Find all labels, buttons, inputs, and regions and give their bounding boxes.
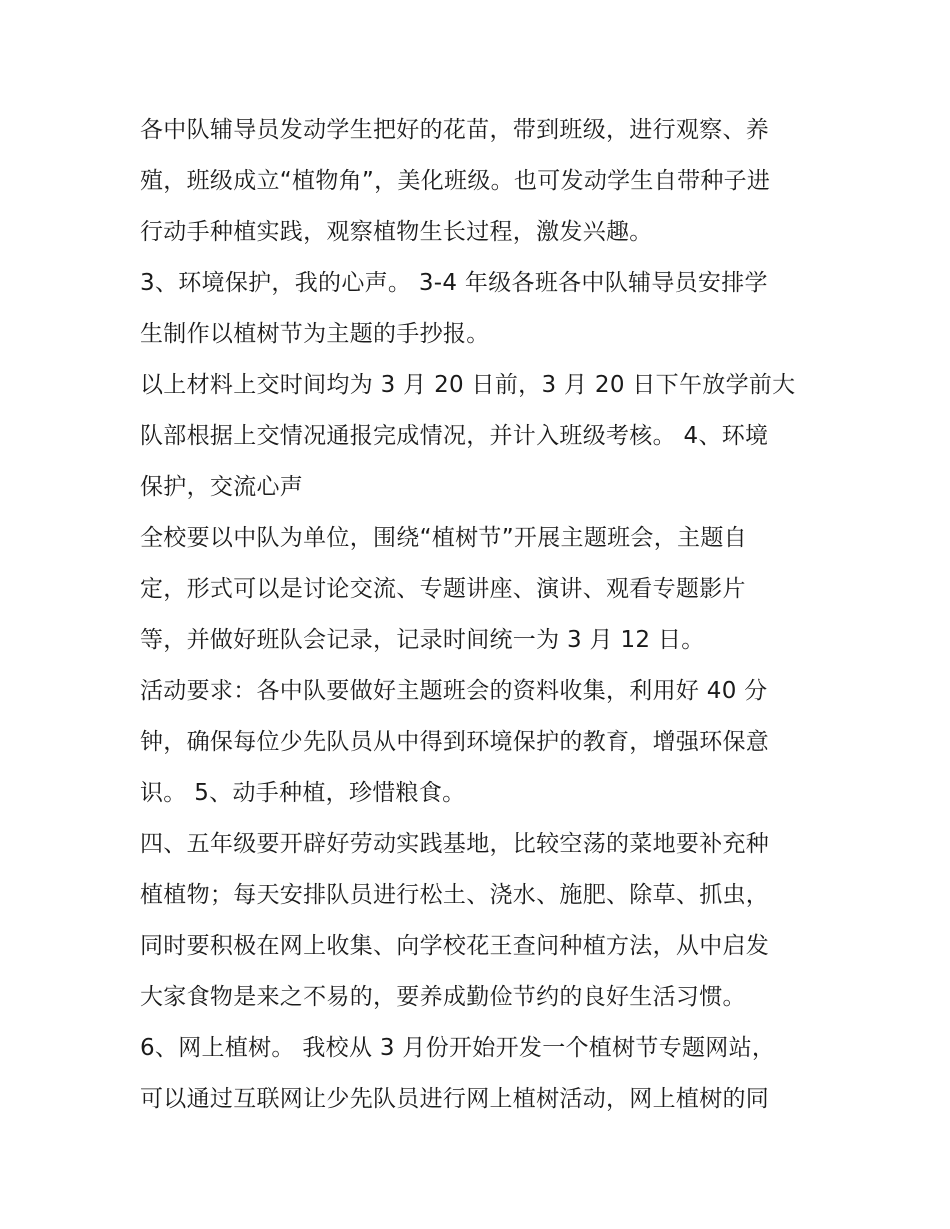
text-line: 同时要积极在网上收集、向学校花王查问种植方法，从中启发 xyxy=(140,933,770,959)
text-line: 活动要求：各中队要做好主题班会的资料收集，利用好 40 分 xyxy=(140,678,768,704)
text-line: 生制作以植树节为主题的手抄报。 xyxy=(140,321,490,347)
text-line: 植植物；每天安排队员进行松土、浇水、施肥、除草、抓虫， xyxy=(140,882,770,908)
text-line: 定，形式可以是讨论交流、专题讲座、演讲、观看专题影片 xyxy=(140,576,746,602)
text-line: 全校要以中队为单位，围绕“植树节”开展主题班会，主题自 xyxy=(140,525,747,551)
text-line: 以上材料上交时间均为 3 月 20 日前，3 月 20 日下午放学前大 xyxy=(140,372,796,398)
text-line: 各中队辅导员发动学生把好的花苗，带到班级，进行观察、养 xyxy=(140,117,770,143)
text-line: 行动手种植实践，观察植物生长过程，激发兴趣。 xyxy=(140,219,653,245)
text-line: 6、网上植树。 我校从 3 月份开始开发一个植树节专题网站， xyxy=(140,1035,776,1061)
text-line: 等，并做好班队会记录，记录时间统一为 3 月 12 日。 xyxy=(140,627,705,653)
text-line: 3、环境保护，我的心声。 3-4 年级各班各中队辅导员安排学 xyxy=(140,270,768,296)
text-line: 殖，班级成立“植物角”，美化班级。也可发动学生自带种子进 xyxy=(140,168,771,194)
text-line: 保护，交流心声 xyxy=(140,474,304,500)
text-line: 四、五年级要开辟好劳动实践基地，比较空荡的菜地要补充种 xyxy=(140,831,770,857)
text-line: 大家食物是来之不易的，要养成勤俭节约的良好生活习惯。 xyxy=(140,984,746,1010)
text-line: 可以通过互联网让少先队员进行网上植树活动，网上植树的同 xyxy=(140,1086,770,1112)
text-line: 识。 5、动手种植，珍惜粮食。 xyxy=(140,780,466,806)
text-line: 队部根据上交情况通报完成情况，并计入班级考核。 4、环境 xyxy=(140,423,769,449)
text-line: 钟，确保每位少先队员从中得到环境保护的教育，增强环保意 xyxy=(140,729,770,755)
